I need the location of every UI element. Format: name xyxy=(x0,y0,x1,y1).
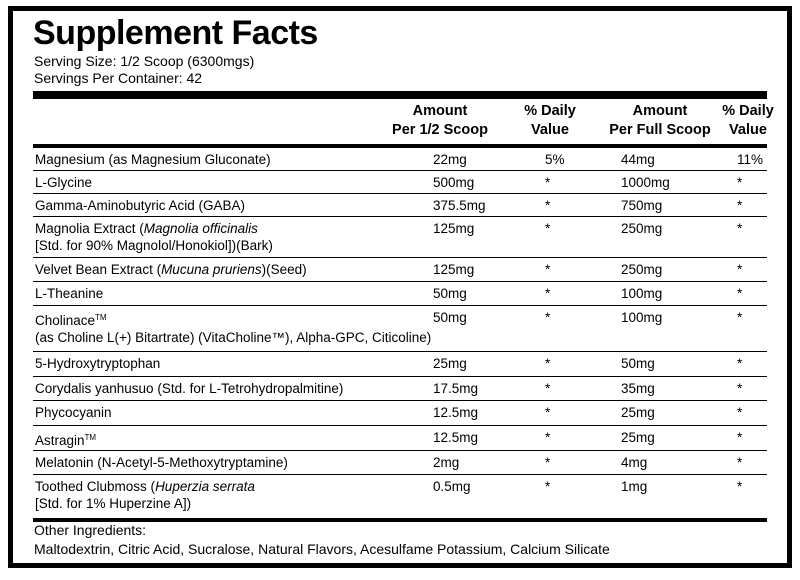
ingredient-name-text: Magnolia Extract ( xyxy=(35,221,144,236)
table-row xyxy=(33,258,767,282)
ingredient-name xyxy=(35,478,435,512)
table-row xyxy=(33,194,767,217)
daily-value-full: * xyxy=(737,455,743,470)
daily-value-half: * xyxy=(545,356,551,371)
header-amount-half-line1: Amount xyxy=(412,103,468,119)
header-amount-half-line2: Per 1/2 Scoop xyxy=(392,122,488,138)
ingredient-name: Magnesium (as Magnesium Gluconate) xyxy=(35,152,271,167)
amount-half: 50mg xyxy=(433,310,467,325)
ingredient-name-line2: [Std. for 1% Huperzine A]) xyxy=(35,496,192,511)
ingredient-name-line2: (as Choline L(+) Bitartrate) (VitaCholine™), Alpha-GPC, Citicoline) xyxy=(35,330,432,345)
ingredient-name-text: Astragin xyxy=(35,433,85,448)
ingredient-name-line2: [Std. for 90% Magnolol/Honokiol])(Bark) xyxy=(35,238,273,253)
daily-value-full: 11% xyxy=(737,152,764,167)
trademark-mark: TM xyxy=(84,433,97,442)
amount-full: 25mg xyxy=(621,405,655,420)
ingredient-name-text: Cholinace xyxy=(35,313,96,328)
other-ingredients-label: Other Ingredients: xyxy=(34,522,147,538)
header-dv-full-line1: % Daily xyxy=(722,103,774,119)
amount-full: 750mg xyxy=(621,198,663,213)
table-row xyxy=(33,377,767,401)
ingredient-name xyxy=(35,309,595,346)
amount-half: 2mg xyxy=(433,455,460,470)
ingredient-name: Corydalis yanhusuo (Std. for L-Tetrohydropalmitine) xyxy=(35,381,344,396)
amount-full: 250mg xyxy=(621,262,663,277)
amount-half: 0.5mg xyxy=(433,479,471,494)
amount-full: 100mg xyxy=(621,286,663,301)
amount-half: 125mg xyxy=(433,221,475,236)
daily-value-full: * xyxy=(737,381,743,396)
panel-title: Supplement Facts xyxy=(33,14,318,52)
header-dv-half-line2: Value xyxy=(531,122,569,138)
ingredient-name-suffix: )(Seed) xyxy=(261,262,307,277)
table-row xyxy=(33,451,767,475)
ingredient-name: Gamma-Aminobutyric Acid (GABA) xyxy=(35,198,246,213)
ingredient-name xyxy=(35,261,435,278)
header-dv-half xyxy=(507,102,593,140)
header-amount-full-line2: Per Full Scoop xyxy=(609,122,711,138)
daily-value-half: * xyxy=(545,479,551,494)
daily-value-half: * xyxy=(545,381,551,396)
amount-full: 1mg xyxy=(621,479,648,494)
thick-divider xyxy=(33,91,767,99)
daily-value-half: * xyxy=(545,286,551,301)
table-row xyxy=(33,306,767,352)
daily-value-full: * xyxy=(737,262,743,277)
daily-value-half: * xyxy=(545,198,551,213)
table-row xyxy=(33,426,767,451)
table-row xyxy=(33,282,767,306)
other-ingredients-list: Maltodextrin, Citric Acid, Sucralose, Natural Flavors, Acesulfame Potassium, Calcium Silicate xyxy=(34,541,610,557)
table-row xyxy=(33,475,767,522)
trademark-mark: TM xyxy=(95,313,107,322)
amount-full: 4mg xyxy=(621,455,648,470)
table-row xyxy=(33,148,767,171)
amount-half: 17.5mg xyxy=(433,381,479,396)
header-amount-full-line1: Amount xyxy=(632,103,688,119)
ingredient-name xyxy=(35,220,435,254)
amount-full: 100mg xyxy=(621,310,663,325)
daily-value-half: * xyxy=(545,455,551,470)
servings-per-container: Servings Per Container: 42 xyxy=(34,70,203,86)
daily-value-half: * xyxy=(545,310,551,325)
ingredient-name: Melatonin (N-Acetyl-5-Methoxytryptamine) xyxy=(35,455,288,470)
daily-value-full: * xyxy=(737,175,743,190)
amount-half: 12.5mg xyxy=(433,430,479,445)
amount-half: 50mg xyxy=(433,286,467,301)
ingredient-name xyxy=(35,429,435,449)
daily-value-half: 5% xyxy=(545,152,565,167)
daily-value-full: * xyxy=(737,310,743,325)
amount-half: 25mg xyxy=(433,356,467,371)
header-dv-full xyxy=(705,102,791,140)
ingredient-name: Phycocyanin xyxy=(35,405,112,420)
ingredient-name-text: Velvet Bean Extract ( xyxy=(35,262,162,277)
header-dv-full-line2: Value xyxy=(729,122,767,138)
amount-full: 250mg xyxy=(621,221,663,236)
amount-half: 125mg xyxy=(433,262,475,277)
ingredient-latin-name: Magnolia officinalis xyxy=(143,221,258,236)
daily-value-half: * xyxy=(545,405,551,420)
amount-full: 1000mg xyxy=(621,175,670,190)
supplement-facts-panel xyxy=(8,6,792,568)
header-amount-half xyxy=(365,102,515,140)
amount-full: 35mg xyxy=(621,381,655,396)
daily-value-full: * xyxy=(737,430,743,445)
table-row xyxy=(33,171,767,194)
amount-full: 44mg xyxy=(621,152,655,167)
ingredient-latin-name: Mucuna pruriens xyxy=(161,262,262,277)
amount-full: 25mg xyxy=(621,430,655,445)
ingredient-name: L-Theanine xyxy=(35,286,104,301)
amount-half: 12.5mg xyxy=(433,405,479,420)
ingredient-latin-name: Huperzia serrata xyxy=(155,479,255,494)
serving-size: Serving Size: 1/2 Scoop (6300mgs) xyxy=(34,53,255,69)
daily-value-half: * xyxy=(545,221,551,236)
daily-value-full: * xyxy=(737,286,743,301)
daily-value-full: * xyxy=(737,356,743,371)
ingredient-name: L-Glycine xyxy=(35,175,93,190)
daily-value-full: * xyxy=(737,405,743,420)
daily-value-half: * xyxy=(545,175,551,190)
table-row xyxy=(33,401,767,426)
header-dv-half-line1: % Daily xyxy=(524,103,576,119)
daily-value-half: * xyxy=(545,430,551,445)
daily-value-full: * xyxy=(737,479,743,494)
amount-half: 22mg xyxy=(433,152,467,167)
amount-half: 375.5mg xyxy=(433,198,486,213)
daily-value-half: * xyxy=(545,262,551,277)
amount-half: 500mg xyxy=(433,175,475,190)
table-row xyxy=(33,352,767,377)
amount-full: 50mg xyxy=(621,356,655,371)
ingredient-name: 5-Hydroxytryptophan xyxy=(35,356,161,371)
daily-value-full: * xyxy=(737,221,743,236)
table-row xyxy=(33,217,767,258)
daily-value-full: * xyxy=(737,198,743,213)
ingredient-name-text: Toothed Clubmoss ( xyxy=(35,479,156,494)
